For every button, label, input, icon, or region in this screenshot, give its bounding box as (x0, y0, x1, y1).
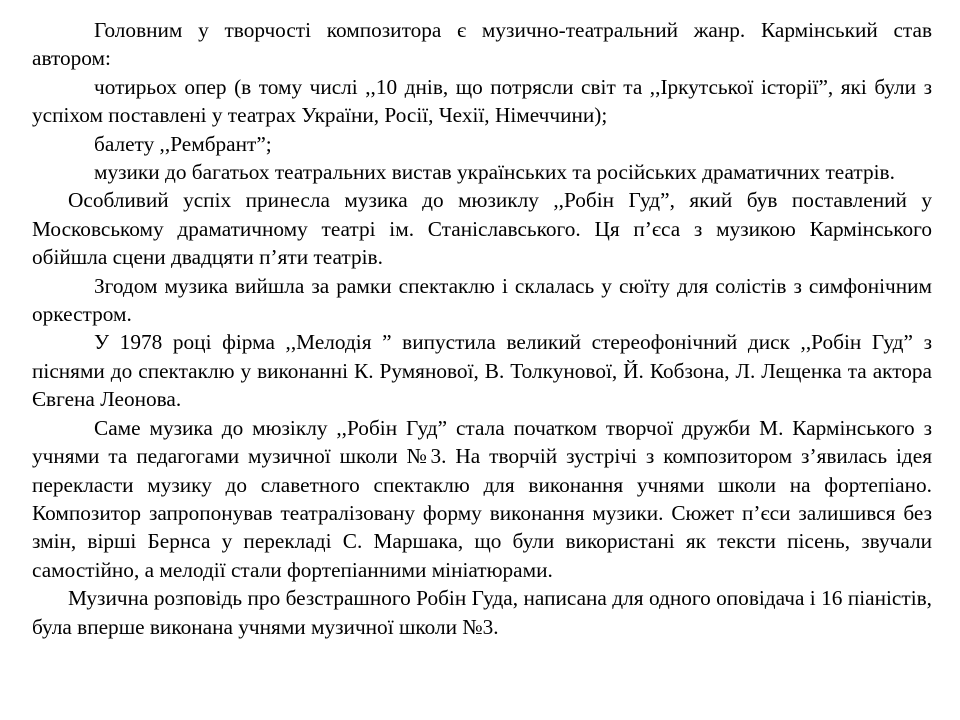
paragraph-theatre-music: музики до багатьох театральних вистав українських та російських драматичних театрів. (94, 160, 895, 185)
paragraph-intro: Головним у творчості композитора є музично-театральний жанр. Кармінський став автором: (32, 18, 932, 71)
paragraph-ballet: балету ,,Рембрант”; (94, 131, 272, 156)
document-body (32, 16, 932, 641)
paragraph-suite: Згодом музика вийшла за рамки спектаклю і склалась у сюїту для солістів з симфонічним оркестром. (32, 273, 932, 327)
paragraph-melodiya-disc: У 1978 році фірма ,,Мелодія ” випустила великий стереофонічний диск ,,Робін Гуд” з піснями до спектаклю у виконанні К. Румянової, В. Толкунової, Й. Кобзона, Л. Лещенка та актора Євгена Леонова. (32, 330, 932, 412)
paragraph-premiere: Музична розповідь про безстрашного Робін Гуда, написана для одного оповідача і 16 піаністів, була вперше виконана учнями музичної школи №3. (32, 586, 932, 639)
paragraph-operas: чотирьох опер (в тому числі ,,10 днів, що потрясли світ та ,,Іркутської історії”, які були з успіхом поставлені у театрах України, Росії, Чехії, Німеччини); (32, 74, 932, 128)
paragraph-school-friendship: Саме музика до мюзіклу ,,Робін Гуд” стала початком творчої дружби М. Кармінського з учнями та педагогами музичної школи №3. На творчій зустрічі з композитором з’явилась ідея перекласти музику до славетного спектаклю для виконання учнями школи на фортепіано. Композитор запропонував театралізовану форму виконання музики. Сюжет п’єси залишився без змін, вірші Бернса у перекладі С. Маршака, що були використані як тексти пісень, звучали самостійно, а мелодії стали фортепіанними мініатюрами. (32, 415, 932, 582)
paragraph-robin-hood-musical: Особливий успіх принесла музика до мюзиклу ,,Робін Гуд”, який був поставлений у Московському драматичному театрі ім. Станіславського. Ця п’єса з музикою Кармінського обійшла сцени двадцяти п’яти театрів. (32, 188, 932, 270)
